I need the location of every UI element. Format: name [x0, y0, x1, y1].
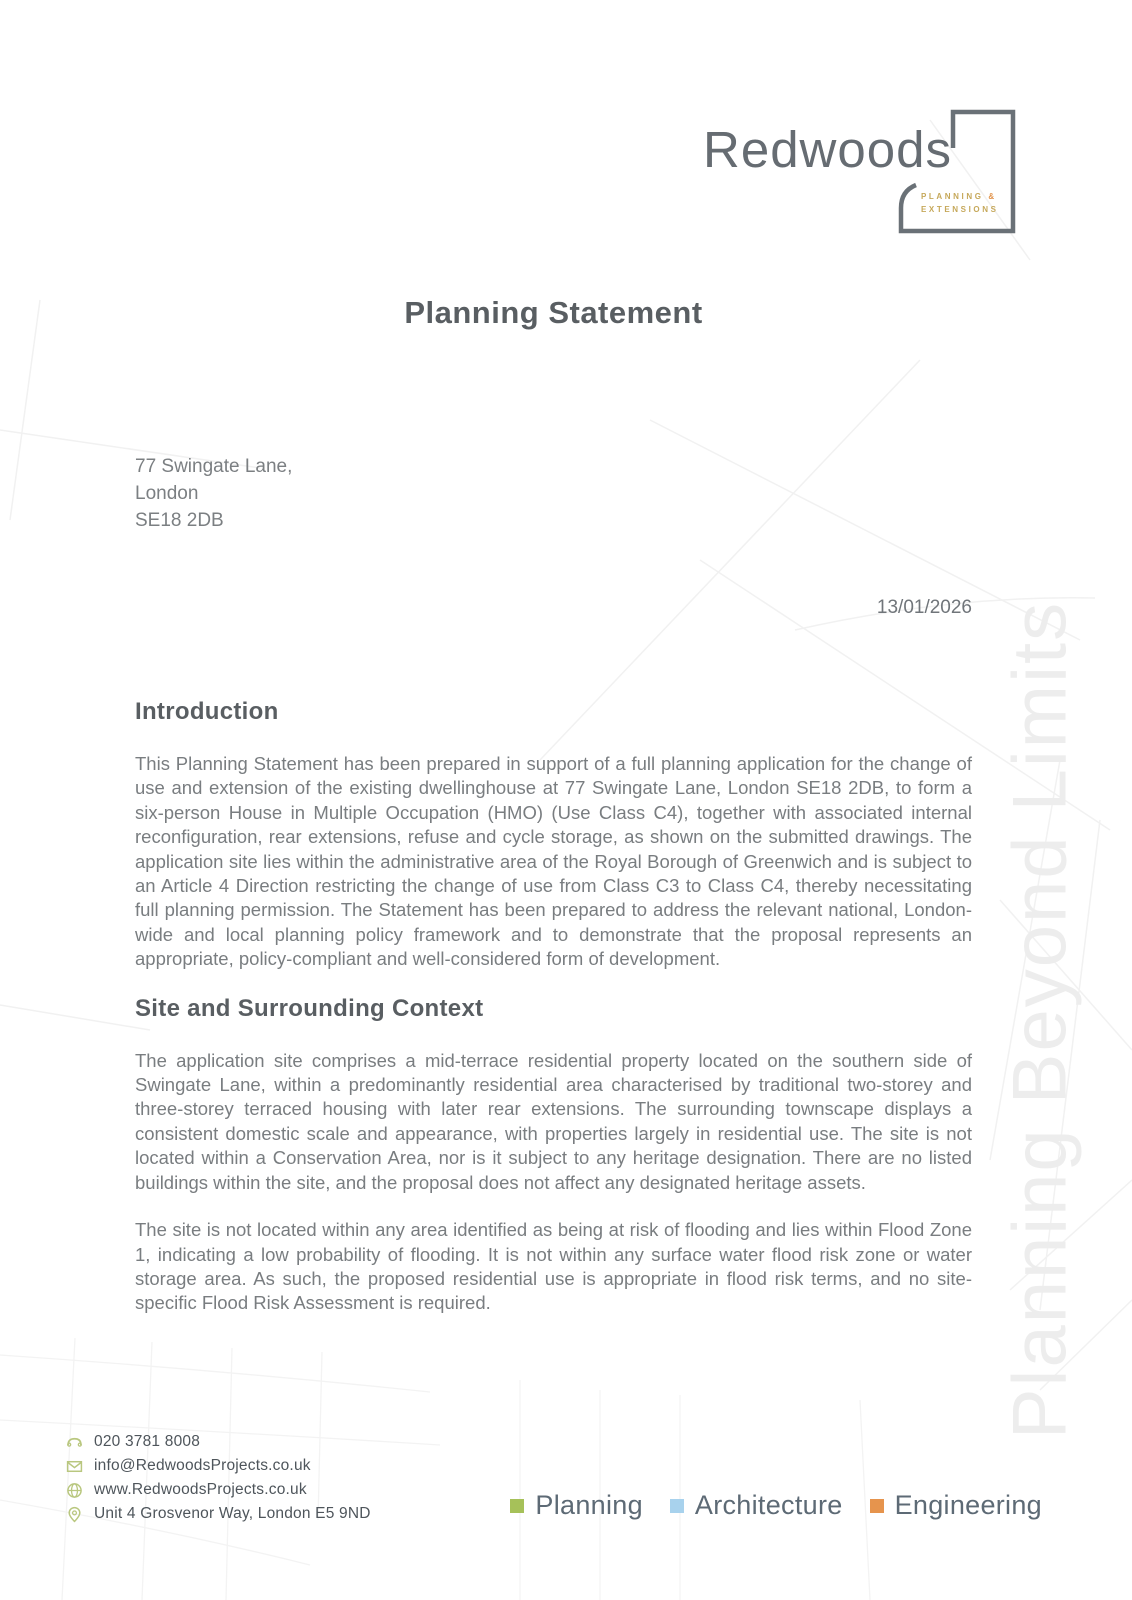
service-engineering — [870, 1490, 1042, 1521]
contact-address-text: Unit 4 Grosvenor Way, London E5 9ND — [94, 1505, 371, 1522]
logo-tagline-ampersand: & — [988, 192, 997, 201]
planning-square-icon — [510, 1499, 524, 1513]
service-engineering-label: Engineering — [894, 1490, 1042, 1520]
contact-phone-text: 020 3781 8008 — [94, 1433, 201, 1450]
logo-tagline-extensions: EXTENSIONS — [921, 205, 999, 214]
service-architecture-label: Architecture — [694, 1490, 843, 1520]
contact-email-text[interactable]: info@RedwoodsProjects.co.uk — [94, 1457, 311, 1474]
service-architecture — [670, 1490, 843, 1521]
envelope-icon — [66, 1458, 83, 1475]
address-line-1: 77 Swingate Lane, — [135, 456, 293, 477]
logo-tagline-planning: PLANNING — [921, 192, 984, 201]
introduction-paragraph: This Planning Statement has been prepared in support of a full planning application for the change of use and extension of the existing dwellinghouse at 77 Swingate Lane, London SE18 2DB, to form a six-person House in Multiple Occupation (HMO) (Use Class C4), together with associated internal reconfiguration, rear extensions, refuse and cycle storage, as shown on the submitted drawings. The application site lies within the administrative area of the Royal Borough of Greenwich and is subject to an Article 4 Direction restricting the change of use from Class C3 to Class C4, thereby necessitating full planning permission. The Statement has been prepared to address the relevant national, London-wide and local planning policy framework and to demonstrate that the proposal represents an appropriate, policy-compliant and well-considered form of development. — [135, 753, 972, 970]
phone-icon — [66, 1434, 83, 1451]
contact-row-website[interactable] — [66, 1481, 371, 1499]
location-pin-icon — [66, 1506, 83, 1523]
architecture-square-icon — [670, 1499, 684, 1513]
address-line-2: London — [135, 483, 199, 504]
globe-icon — [66, 1482, 83, 1499]
document-body — [135, 698, 972, 1339]
site-context-paragraph-2: The site is not located within any area identified as being at risk of flooding and lies within Flood Zone 1, indicating a low probability of flooding. It is not within any surface water flood risk zone or water storage area. As such, the proposed residential use is appropriate in flood risk terms, and no site-specific Flood Risk Assessment is required. — [135, 1219, 972, 1314]
page-title: Planning Statement — [404, 295, 703, 330]
contact-row-phone — [66, 1433, 371, 1451]
contact-row-email[interactable] — [66, 1457, 371, 1475]
engineering-square-icon — [870, 1499, 884, 1513]
contact-website-text[interactable]: www.RedwoodsProjects.co.uk — [94, 1481, 307, 1498]
site-address — [135, 453, 292, 534]
redwoods-logo — [695, 96, 1025, 246]
logo-tagline — [921, 190, 999, 216]
watermark-text: Planning Beyond Limits — [997, 600, 1083, 1440]
address-line-3: SE18 2DB — [135, 510, 224, 531]
document-date: 13/01/2026 — [876, 597, 972, 618]
footer-services — [510, 1490, 1042, 1521]
logo-brand-text: Redwoods — [703, 121, 952, 178]
service-planning — [510, 1490, 643, 1521]
site-context-paragraph-1: The application site comprises a mid-terrace residential property located on the southern side of Swingate Lane, within a predominantly residential area characterised by traditional two-storey and three-storey terraced housing with later rear extensions. The surrounding townscape displays a consistent domestic scale and appearance, with properties largely in residential use. The site is not located within a Conservation Area, nor is it subject to any heritage designation. There are no listed buildings within the site, and the proposal does not affect any designated heritage assets. — [135, 1049, 972, 1193]
section-heading-site-context: Site and Surrounding Context — [135, 994, 484, 1022]
footer-contact-block — [66, 1433, 371, 1529]
section-heading-introduction: Introduction — [135, 698, 279, 725]
service-planning-label: Planning — [535, 1490, 643, 1520]
contact-row-address — [66, 1505, 371, 1523]
